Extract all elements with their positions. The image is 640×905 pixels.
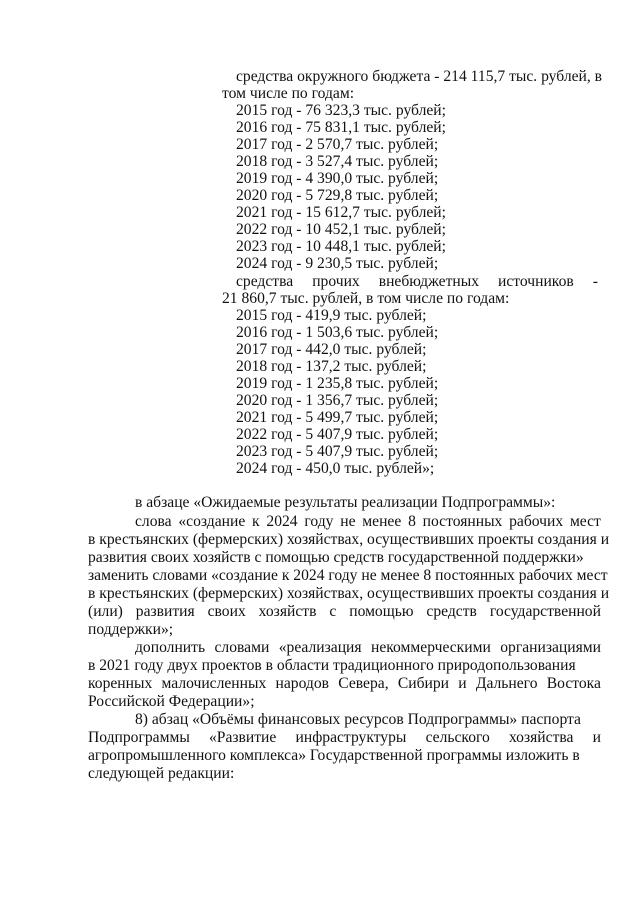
other-year-2020: 2020 год - 1 356,7 тыс. рублей; bbox=[236, 392, 439, 409]
word: организациями bbox=[500, 639, 601, 656]
word: Сибири bbox=[397, 675, 449, 692]
word: средства bbox=[236, 273, 294, 290]
district-year-2020: 2020 год - 5 729,8 тыс. рублей; bbox=[236, 187, 439, 204]
district-year-2019: 2019 год - 4 390,0 тыс. рублей; bbox=[236, 170, 439, 187]
word: не bbox=[340, 513, 356, 530]
word: Востока bbox=[546, 675, 601, 692]
district-year-2022: 2022 год - 10 452,1 тыс. рублей; bbox=[236, 221, 446, 238]
word: сельского bbox=[425, 729, 490, 746]
word: 8 bbox=[408, 513, 416, 530]
word: мест bbox=[569, 513, 601, 530]
word: менее bbox=[362, 513, 402, 530]
amendment-heading: в абзаце «Ожидаемые результаты реализации Подпрограммы»: bbox=[135, 494, 556, 511]
district-year-2018: 2018 год - 3 527,4 тыс. рублей; bbox=[236, 153, 439, 170]
word: внебюджетных bbox=[378, 273, 479, 290]
p2-line4: Российской Федерации»; bbox=[88, 693, 255, 710]
word: (или) bbox=[88, 603, 123, 620]
word: 2024 bbox=[266, 513, 298, 530]
p3-line1: 8) абзац «Объёмы финансовых ресурсов Подпрограммы» паспорта bbox=[135, 711, 581, 728]
district-year-2016: 2016 год - 75 831,1 тыс. рублей; bbox=[236, 119, 446, 136]
other-year-2018: 2018 год - 137,2 тыс. рублей; bbox=[236, 358, 427, 375]
other-year-2019: 2019 год - 1 235,8 тыс. рублей; bbox=[236, 375, 439, 392]
word: государственной bbox=[489, 603, 601, 620]
p2-line3 bbox=[88, 675, 601, 692]
p2-line2: в 2021 году двух проектов в области традиционного природопользования bbox=[88, 657, 576, 674]
district-year-2024: 2024 год - 9 230,5 тыс. рублей; bbox=[236, 255, 439, 272]
p3-line2 bbox=[88, 729, 601, 746]
p1-line3: развития своих хозяйств с помощью средств государственной поддержки» bbox=[88, 549, 584, 566]
word: коренных bbox=[88, 675, 153, 692]
word: и bbox=[458, 675, 467, 692]
p1-line4: заменить словами «создание к 2024 году не менее 8 постоянных рабочих мест bbox=[88, 567, 608, 584]
word: словами bbox=[214, 639, 270, 656]
word: дополнить bbox=[135, 639, 206, 656]
p1-line6 bbox=[88, 603, 601, 620]
other-year-2021: 2021 год - 5 499,7 тыс. рублей; bbox=[236, 409, 439, 426]
p1-line5: в крестьянских (фермерских) хозяйствах, осуществивших проекты создания и bbox=[88, 585, 610, 602]
word: инфраструктуры bbox=[295, 729, 407, 746]
other-year-2015: 2015 год - 419,9 тыс. рублей; bbox=[236, 307, 427, 324]
p3-line4: следующей редакции: bbox=[88, 765, 235, 782]
word: средств bbox=[426, 603, 477, 620]
word: хозяйств bbox=[258, 603, 317, 620]
word: и bbox=[592, 729, 601, 746]
word: слова bbox=[135, 513, 172, 530]
word: Дальнего bbox=[475, 675, 538, 692]
p2-line1 bbox=[135, 639, 601, 656]
word: некоммерческими bbox=[370, 639, 491, 656]
word: рабочих bbox=[509, 513, 564, 530]
word: «Развитие bbox=[208, 729, 277, 746]
word: прочих bbox=[312, 273, 360, 290]
p1-line2: в крестьянских (фермерских) хозяйствах, осуществивших проекты создания и bbox=[88, 531, 610, 548]
word: народов bbox=[275, 675, 330, 692]
word: развития bbox=[135, 603, 195, 620]
other-year-2016: 2016 год - 1 503,6 тыс. рублей; bbox=[236, 324, 439, 341]
word: «реализация bbox=[278, 639, 362, 656]
other-year-2023: 2023 год - 5 407,9 тыс. рублей; bbox=[236, 443, 439, 460]
word: Подпрограммы bbox=[88, 729, 190, 746]
word: году bbox=[304, 513, 334, 530]
word: малочисленных bbox=[161, 675, 267, 692]
district-year-2023: 2023 год - 10 448,1 тыс. рублей; bbox=[236, 238, 446, 255]
other-year-2024: 2024 год - 450,0 тыс. рублей»; bbox=[236, 460, 435, 477]
word: помощью bbox=[349, 603, 414, 620]
district-year-2017: 2017 год - 2 570,7 тыс. рублей; bbox=[236, 136, 439, 153]
word: - bbox=[592, 273, 598, 290]
word: к bbox=[252, 513, 260, 530]
word: Севера, bbox=[338, 675, 389, 692]
district-year-2021: 2021 год - 15 612,7 тыс. рублей; bbox=[236, 204, 446, 221]
other-year-2017: 2017 год - 442,0 тыс. рублей; bbox=[236, 341, 427, 358]
p1-line7: поддержки»; bbox=[88, 621, 174, 638]
word: своих bbox=[207, 603, 246, 620]
other-year-2022: 2022 год - 5 407,9 тыс. рублей; bbox=[236, 426, 439, 443]
other-sources-line2: 21 860,7 тыс. рублей, в том числе по годам: bbox=[222, 290, 510, 307]
p1-line1 bbox=[135, 513, 601, 530]
word: «создание bbox=[178, 513, 246, 530]
word: хозяйства bbox=[508, 729, 574, 746]
p3-line3: агропромышленного комплекса» Государственной программы изложить в bbox=[88, 747, 580, 764]
word: постоянных bbox=[422, 513, 503, 530]
district-year-2015: 2015 год - 76 323,3 тыс. рублей; bbox=[236, 102, 446, 119]
other-sources-line1 bbox=[236, 273, 598, 290]
district-budget-line2: том числе по годам: bbox=[222, 85, 355, 102]
word: с bbox=[329, 603, 337, 620]
district-budget-line1: средства окружного бюджета - 214 115,7 тыс. рублей, в bbox=[236, 68, 603, 85]
word: источников bbox=[498, 273, 574, 290]
